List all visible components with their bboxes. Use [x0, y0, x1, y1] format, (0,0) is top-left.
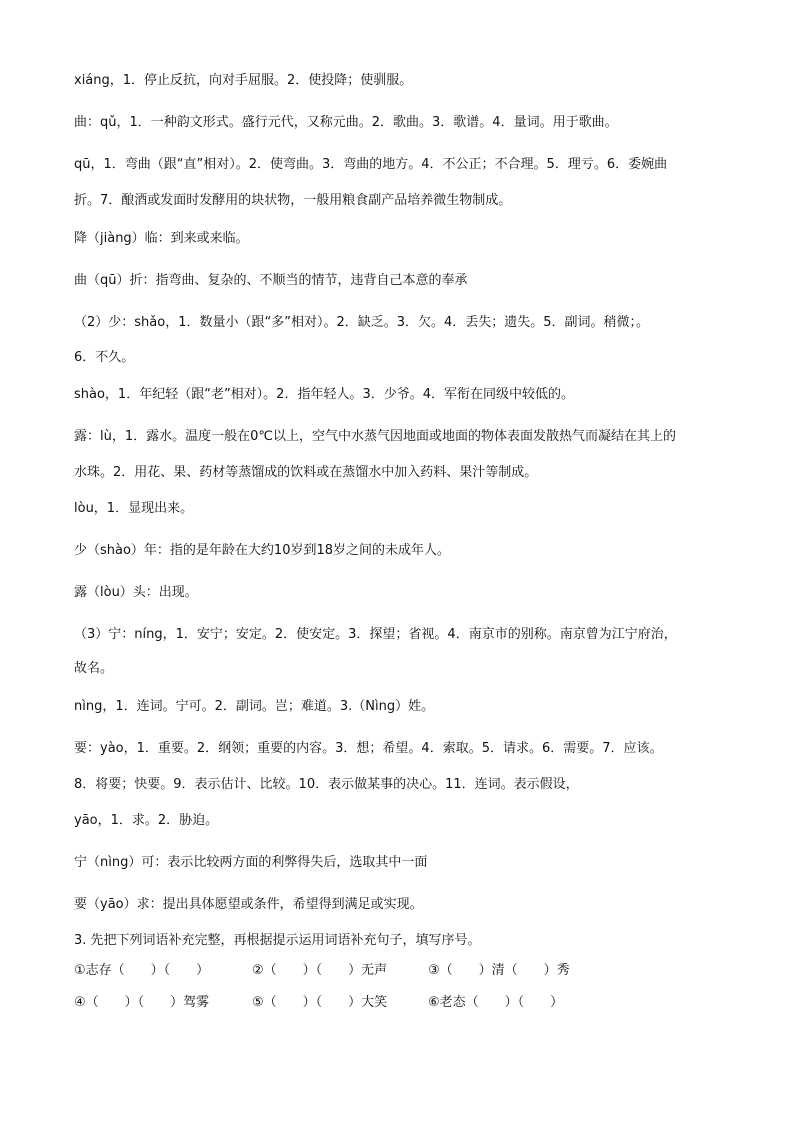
- text-line: 宁（nìng）可：表示比较两方面的利弊得失后，选取其中一面: [74, 855, 428, 870]
- idiom-blank-4: ④（ ）（ ）驾雾: [74, 995, 210, 1010]
- text-line: 少（shào）年：指的是年龄在大约10岁到18岁之间的未成年人。: [74, 543, 451, 558]
- text-line: lòu，1．显现出来。: [74, 501, 194, 516]
- text-line: xiáng，1．停止反抗，向对手屈服。2．使投降；使驯服。: [74, 73, 413, 88]
- text-line: qū，1．弯曲（跟“直”相对）。2．使弯曲。3．弯曲的地方。4．不公正；不合理。5．理亏。6．委婉曲: [74, 157, 668, 172]
- idiom-blank-3: ③（ ）清（ ）秀: [428, 963, 570, 978]
- fill-in-row: [74, 962, 570, 980]
- text-line: （3）宁：níng，1．安宁；安定。2．使安定。3．探望；省视。4．南京市的别称。南京曾为江宁府治，: [74, 627, 677, 642]
- text-line: 要（yāo）求：提出具体愿望或条件，希望得到满足或实现。: [74, 897, 423, 912]
- text-line: shào，1．年纪轻（跟“老”相对）。2．指年轻人。3．少爷。4．军衔在同级中较低的。: [74, 387, 574, 402]
- exercise-heading: 3. 先把下列词语补充完整，再根据提示运用词语补充句子，填写序号。: [74, 933, 481, 948]
- text-line: 故名。: [74, 661, 114, 676]
- text-line: 露：lù，1．露水。温度一般在0℃以上，空气中水蒸气因地面或地面的物体表面发散热气而凝结在其上的: [74, 429, 676, 444]
- text-line: 露（lòu）头：出现。: [74, 585, 198, 600]
- idiom-blank-1: ①志存（ ）（ ）: [74, 963, 210, 978]
- idiom-blank-5: ⑤（ ）（ ）大笑: [252, 995, 388, 1010]
- text-line: 曲（qū）折：指弯曲、复杂的、不顺当的情节，违背自己本意的奉承: [74, 273, 468, 288]
- idiom-blank-6: ⑥老态（ ）（ ）: [428, 995, 564, 1010]
- text-line: 折。7．酿酒或发面时发酵用的块状物，一般用粮食副产品培养微生物制成。: [74, 193, 512, 208]
- text-line: nìng，1．连词。宁可。2．副词。岂；难道。3.（Nìng）姓。: [74, 699, 435, 714]
- text-line: 降（jiàng）临：到来或来临。: [74, 231, 249, 246]
- text-line: 曲：qǔ，1．一种韵文形式。盛行元代，又称元曲。2．歌曲。3．歌谱。4．量词。用于歌曲。: [74, 115, 618, 130]
- text-line: yāo，1．求。2．胁迫。: [74, 813, 219, 828]
- text-line: 水珠。2．用花、果、药材等蒸馏成的饮料或在蒸馏水中加入药料、果汁等制成。: [74, 465, 538, 480]
- text-line: 8．将要；快要。9．表示估计、比较。10．表示做某事的决心。11．连词。表示假设，: [74, 777, 579, 792]
- text-line: （2）少：shǎo，1．数量小（跟“多”相对）。2．缺乏。3．欠。4．丢失；遗失。5．副词。稍微；。: [74, 315, 650, 330]
- text-line: 6．不久。: [74, 350, 135, 365]
- idiom-blank-2: ②（ ）（ ）无声: [252, 963, 388, 978]
- fill-in-row: [74, 994, 563, 1012]
- text-line: 要：yào，1．重要。2．纲领；重要的内容。3．想；希望。4．索取。5．请求。6．需要。7．应该。: [74, 741, 663, 756]
